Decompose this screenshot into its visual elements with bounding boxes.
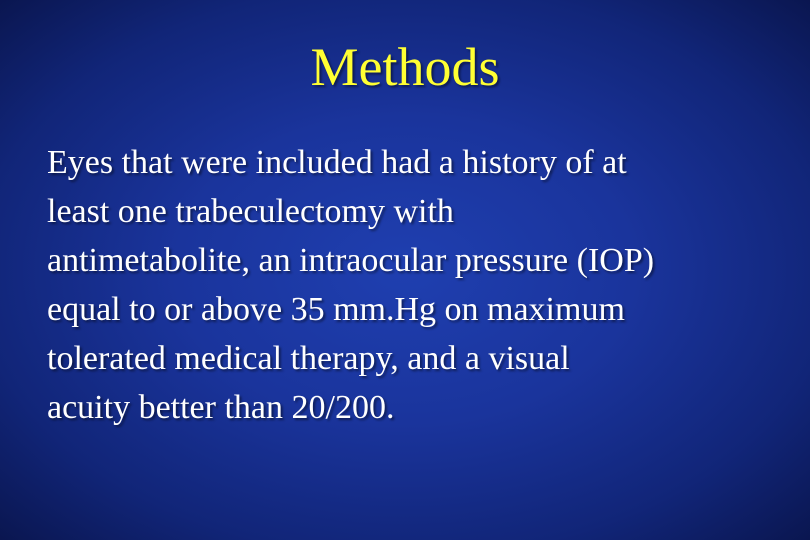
body-line: equal to or above 35 mm.Hg on maximum xyxy=(47,291,625,328)
slide-title: Methods xyxy=(310,37,500,97)
body-line: tolerated medical therapy, and a visual xyxy=(47,340,570,377)
slide-body xyxy=(47,138,787,432)
body-line: Eyes that were included had a history of at xyxy=(47,144,627,181)
body-line: antimetabolite, an intraocular pressure (IOP) xyxy=(47,242,655,279)
body-line: acuity better than 20/200. xyxy=(47,389,395,426)
body-line: least one trabeculectomy with xyxy=(47,193,454,230)
